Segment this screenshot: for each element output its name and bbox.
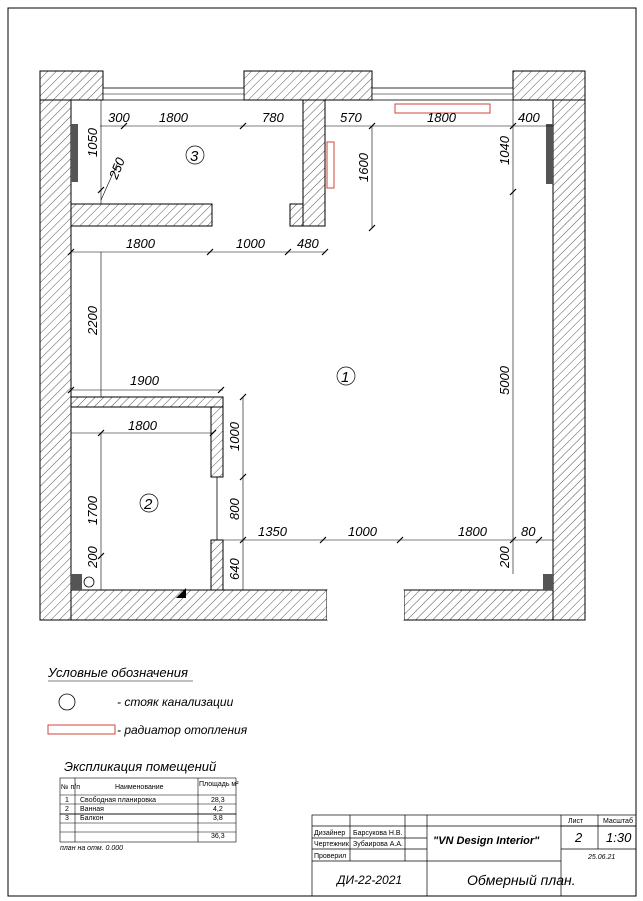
legend-label: - стояк канализации: [117, 695, 234, 709]
legend: [47, 665, 248, 737]
date: 25.06.21: [588, 854, 616, 861]
dim-bath-200: 200: [85, 546, 100, 568]
explication-title: Экспликация помещений: [64, 759, 217, 774]
wall-right: [553, 100, 585, 620]
room-number: 2: [144, 496, 153, 513]
table-cell: 3,8: [213, 815, 223, 822]
dim-balcony-1600: 1600: [356, 153, 371, 182]
table-cell: Ванная: [80, 806, 104, 813]
dim-balcony-1800: 1800: [159, 110, 188, 125]
dim-bath-1900: 1900: [130, 373, 159, 388]
dim-balcony-300: 300: [108, 110, 130, 125]
dim-left-2200: 2200: [85, 306, 100, 335]
sheet-number: 2: [575, 830, 583, 845]
company-name: "VN Design Interior": [433, 835, 540, 847]
dim-bottom-80: 80: [521, 524, 536, 539]
scale-value: 1:30: [606, 830, 632, 845]
dim-balcony-1050: 1050: [85, 128, 100, 157]
circle-icon: [59, 694, 75, 710]
drawing-code: ДИ-22-2021: [337, 873, 403, 887]
wall-bath-right-upper: [211, 407, 223, 477]
dim-bath-1000: 1000: [227, 422, 242, 451]
table-cell: 4,2: [213, 806, 223, 813]
table-header: Площадь м²: [199, 781, 239, 788]
wall-top-right: [513, 71, 585, 100]
wall-bottom-right: [404, 590, 553, 620]
dim-right-1040: 1040: [497, 136, 512, 165]
door-opening-bottom: [327, 590, 404, 620]
explication-table: [60, 759, 239, 852]
table-cell: 36,3: [211, 833, 225, 840]
wall-bath-top: [71, 397, 223, 407]
wall-top-left: [40, 71, 103, 100]
table-cell: 28,3: [211, 797, 225, 804]
wall-left: [40, 100, 71, 620]
scale-label: Масштаб: [603, 818, 633, 825]
room-number: 3: [190, 148, 199, 165]
dim-bath-1800: 1800: [128, 418, 157, 433]
table-cell: 2: [65, 806, 69, 813]
dim-main-570: 570: [340, 110, 362, 125]
legend-title: Условные обозначения: [48, 665, 188, 680]
wall-balcony-foot: [290, 204, 303, 226]
dim-right-200: 200: [497, 546, 512, 568]
title-block: [312, 815, 636, 896]
dim-right-5000: 5000: [497, 366, 512, 395]
title-block-name: Барсукова Н.В.: [353, 830, 403, 837]
dim-bottom-1000: 1000: [348, 524, 377, 539]
wall-balcony-bottom: [71, 204, 212, 226]
dim-mid-480: 480: [297, 236, 319, 251]
circle-icon: [84, 577, 94, 587]
dim-bottom-1800: 1800: [458, 524, 487, 539]
wall-top-middle: [244, 71, 372, 100]
dim-mid-1000: 1000: [236, 236, 265, 251]
dim-main-1800: 1800: [427, 110, 456, 125]
dim-bath-1700: 1700: [85, 496, 100, 525]
wall-bath-right-lower: [211, 540, 223, 590]
dim-mid-1800: 1800: [126, 236, 155, 251]
radiator-icon: [48, 725, 115, 734]
table-cell: Балкон: [80, 815, 104, 822]
radiator-icon: [327, 142, 334, 188]
dim-bath-640: 640: [227, 558, 242, 580]
table-header: Наименование: [115, 784, 164, 791]
table-header: № п/п: [61, 784, 80, 791]
table-cell: Свободная планировка: [80, 797, 157, 804]
wall-bottom-left: [71, 590, 327, 620]
title-block-role: Чертежник: [314, 841, 349, 848]
title-block-role: Проверил: [314, 853, 347, 860]
table-cell: 1: [65, 797, 69, 804]
dim-balcony-250: 250: [105, 155, 128, 182]
wall-balcony-vertical: [303, 100, 325, 226]
dim-bottom-1350: 1350: [258, 524, 287, 539]
dim-bath-800: 800: [227, 498, 242, 520]
dim-main-400: 400: [518, 110, 540, 125]
title-block-role: Дизайнер: [314, 830, 346, 837]
room-number: 1: [341, 369, 350, 386]
drawing-title: Обмерный план.: [467, 872, 576, 888]
title-block-name: Зубаирова А.А.: [353, 841, 403, 848]
sheet-label: Лист: [568, 818, 584, 825]
table-cell: 3: [65, 815, 69, 822]
legend-label: - радиатор отопления: [117, 723, 248, 737]
explication-note: план на отм. 0.000: [60, 845, 124, 852]
dim-balcony-780: 780: [262, 110, 284, 125]
